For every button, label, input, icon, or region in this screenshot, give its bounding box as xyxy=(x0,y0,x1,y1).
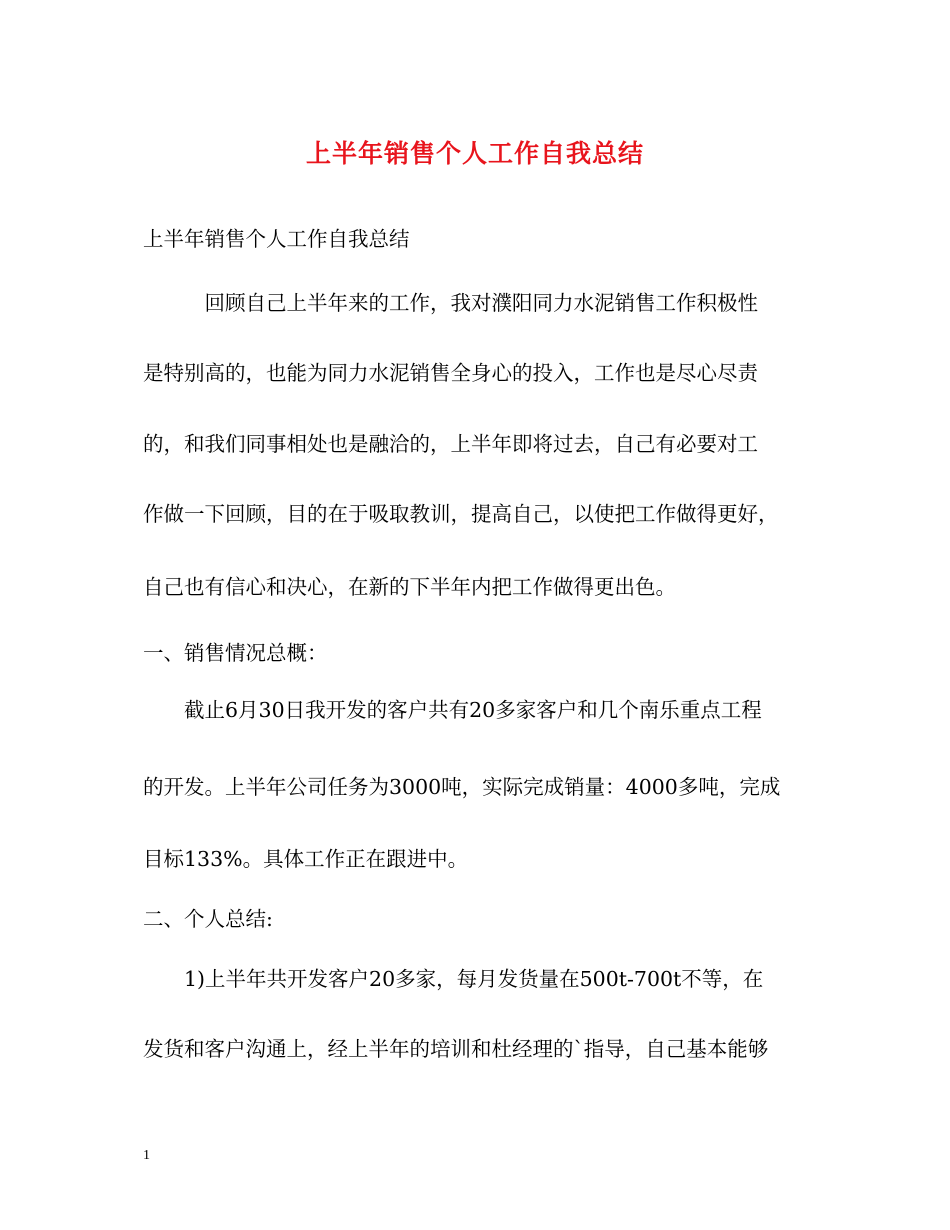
section-heading: 一、销售情况总概： xyxy=(143,641,328,665)
text-line: 作做一下回顾，目的在于吸取教训，提高自己，以使把工作做得更好， xyxy=(143,502,779,526)
text-line: 截止6月30日我开发的客户共有20多家客户和几个南乐重点工程 xyxy=(143,698,762,722)
text-line: 上半年销售个人工作自我总结 xyxy=(143,227,410,251)
document-title: 上半年销售个人工作自我总结 xyxy=(305,139,644,168)
text-line: 发货和客户沟通上，经上半年的培训和杜经理的`指导，自己基本能够 xyxy=(143,1037,769,1061)
text-line: 目标133%。具体工作正在跟进中。 xyxy=(143,847,469,871)
text-line: 回顾自己上半年来的工作，我对濮阳同力水泥销售工作积极性 xyxy=(143,291,758,315)
section-heading: 二、个人总结: xyxy=(143,907,273,931)
text-line: 的，和我们同事相处也是融洽的，上半年即将过去，自己有必要对工 xyxy=(143,432,758,456)
text-line: 1)上半年共开发客户20多家，每月发货量在500t-700t不等，在 xyxy=(143,967,764,991)
text-line: 是特别高的，也能为同力水泥销售全身心的投入，工作也是尽心尽责 xyxy=(143,361,758,385)
text-line: 的开发。上半年公司任务为3000吨，实际完成销量：4000多吨，完成 xyxy=(143,775,781,799)
text-line: 自己也有信心和决心，在新的下半年内把工作做得更出色。 xyxy=(143,575,676,599)
page-number: 1 xyxy=(143,1148,150,1163)
